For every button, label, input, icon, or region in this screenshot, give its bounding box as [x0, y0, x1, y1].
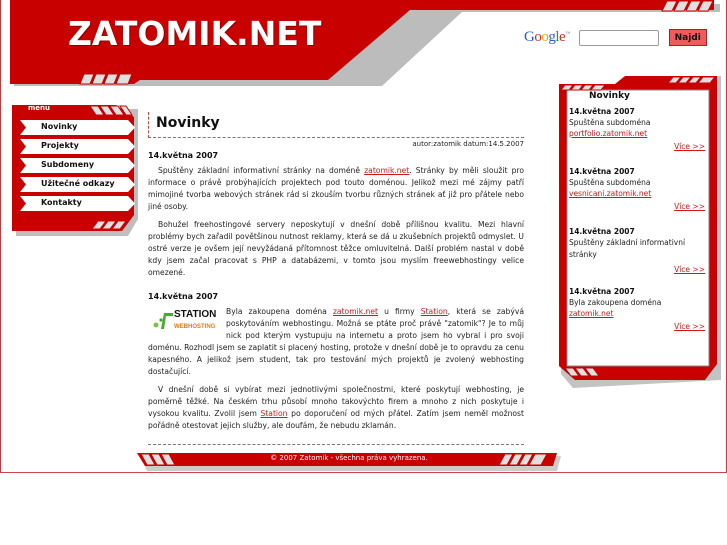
menu-title: menu — [28, 104, 51, 112]
news-text: Spuštěny základní informativní stránky — [569, 238, 686, 259]
news-item — [569, 107, 705, 167]
station-webhosting-logo[interactable]: STATION WEBHOSTING — [152, 308, 218, 332]
menu-item-kontakty[interactable] — [20, 196, 135, 211]
menu-item-label: Kontakty — [41, 198, 82, 207]
divider — [148, 444, 524, 445]
article-date: 14.května 2007 — [148, 151, 219, 160]
article-paragraph: STATION WEBHOSTING Byla zakoupena doména zatomik.net u firmy Station, která se zabývá poskytováním webhostingu. Možná se ptáte proč právě "zatomik"? Je to můj nick pod kterým vystupuju na internetu a proto jsem ho vybral i pro svoji doménu. Rozhodl jsem se zaplatit si placený hosting, protože v dnešní době je to opravdu za cenu kapesného. A jelikož jsem student, tak pro testování mých projektů je zvolený webhosting dostačující. — [148, 307, 524, 376]
article-paragraph: Bohužel freehostingové servery neposkytují v dnešní době přílišnou kvalitu. Mezi hlavní problémy bych zařadil povětšinou nutnost reklamy, která se dá u zkušebních projektů odmyslet. U ostré verze je ovšem její nevyžádaná přítomnost těžce omluvitelná. Další problém nastal v době kdy jsem začal pracovat s PHP a databázemi, v tomto jsou myslím freewebhostingy velice omezené. — [148, 220, 524, 277]
news-date: 14.května 2007 — [569, 287, 635, 296]
more-link[interactable]: Více >> — [674, 202, 705, 211]
left-menu — [10, 103, 138, 236]
news-date: 14.května 2007 — [569, 107, 635, 116]
menu-item-uzitecne-odkazy[interactable] — [20, 177, 135, 192]
news-date: 14.května 2007 — [569, 167, 635, 176]
google-logo: Google™ — [524, 29, 570, 45]
site-logo[interactable]: ZATOMIK.NET — [68, 14, 322, 53]
menu-item-label: Subdomeny — [41, 160, 95, 169]
footer — [137, 452, 561, 472]
menu-item-subdomeny[interactable] — [20, 158, 135, 173]
article-date: 14.května 2007 — [148, 292, 219, 301]
station-link[interactable]: Station — [420, 307, 448, 316]
menu-item-novinky[interactable] — [20, 120, 135, 135]
news-item — [569, 167, 705, 227]
google-search — [524, 29, 707, 46]
main-content — [148, 112, 524, 445]
zatomik-link[interactable]: zatomik.net — [364, 166, 410, 175]
zatomik-link[interactable]: zatomik.net — [332, 307, 378, 316]
station-link[interactable]: Station — [260, 409, 288, 418]
search-input[interactable] — [579, 30, 659, 46]
copyright-text: © 2007 Zatomik - všechna práva vyhrazena. — [270, 454, 428, 462]
article — [148, 292, 524, 432]
news-text: Spuštěna subdoména — [569, 118, 651, 127]
news-item — [569, 287, 705, 347]
news-list — [569, 91, 705, 347]
news-link[interactable]: portfolio.zatomik.net — [569, 129, 648, 138]
more-link[interactable]: Více >> — [674, 322, 705, 331]
menu-item-label: Novinky — [41, 122, 78, 131]
article-paragraph: Spuštěny základní informativní stránky na doméně zatomik.net. Stránky by měli sloužit pro informace o právě probýhajících projektech pod touto doménou. Jelikož mezi mé zájmy patří mimojiné tvorba webových stránek rád si zkouším tvorbu různých stránek ať již pro přátele nebo jiné osoby. — [148, 166, 524, 211]
menu-item-label: Projekty — [41, 141, 79, 150]
news-link[interactable]: vesnicani.zatomik.net — [569, 189, 652, 198]
news-link[interactable]: zatomik.net — [569, 309, 614, 318]
news-date: 14.května 2007 — [569, 227, 635, 236]
news-text: Spuštěna subdoména — [569, 178, 651, 187]
menu-items — [20, 120, 135, 215]
page-title: Novinky — [148, 112, 524, 138]
menu-item-label: Užitečné odkazy — [41, 179, 115, 188]
article-meta: autor:zatomik datum:14.5.2007 — [412, 140, 524, 148]
news-text: Byla zakoupena doména — [569, 298, 662, 307]
search-button[interactable]: Najdi — [669, 29, 707, 46]
news-title: Novinky — [589, 91, 630, 101]
sidebar-news — [555, 68, 721, 388]
station-logo-icon — [152, 311, 174, 331]
news-item — [569, 227, 705, 287]
more-link[interactable]: Více >> — [674, 265, 705, 274]
more-link[interactable]: Více >> — [674, 142, 705, 151]
menu-item-projekty[interactable] — [20, 139, 135, 154]
article-paragraph: V dnešní době si vybírat mezi jednotlivými společnostmi, které poskytují webhosting, je poměrně těžké. Na českém trhu působí mnoho takovýchto firem a mnoho z nich poskytuje i vysokou kvalitu. Zvolil jsem Station po doporučení od mých přátel. Zatím jsem neměl možnost pořádně otestovat jejich služby, ale doufám, že nebudu zklamán. — [148, 385, 524, 430]
article — [148, 151, 524, 279]
